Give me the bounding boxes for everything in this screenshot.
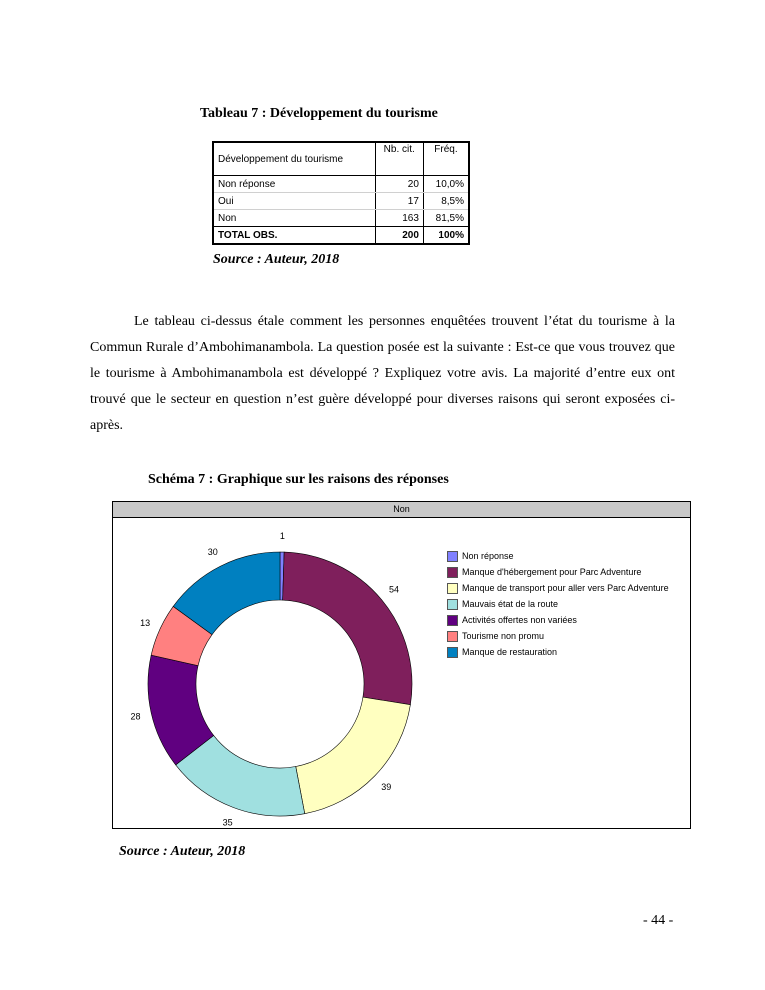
- body-paragraph: Le tableau ci-dessus étale comment les personnes enquêtées trouvent l’état du tourisme à la Commun Rurale d’Ambohimanambola. La question posée est la suivante : Est-ce que vous trouvez que le tourisme à Ambohimanambola est développé ? Expliquez votre avis. La majorité d’entre eux ont trouvé que le secteur en question n’est guère développé pour diverses raisons qui seront exposées ci-après.: [90, 314, 675, 433]
- table-cell: 17: [375, 193, 423, 210]
- table-total-row: [213, 227, 469, 245]
- slice-label: 28: [130, 711, 141, 722]
- legend-swatch: [447, 631, 458, 642]
- legend-item: [447, 580, 669, 596]
- table-cell: Non réponse: [213, 176, 375, 193]
- slice-label: 39: [381, 781, 392, 792]
- legend-swatch: [447, 551, 458, 562]
- donut-slice: [283, 552, 412, 705]
- legend-label: Mauvais état de la route: [462, 599, 559, 609]
- table-cell: TOTAL OBS.: [213, 227, 375, 245]
- table-cell: Oui: [213, 193, 375, 210]
- chart-legend: [447, 548, 669, 660]
- legend-swatch: [447, 615, 458, 626]
- table-cell: Non: [218, 212, 237, 224]
- slice-label: 54: [389, 584, 400, 595]
- legend-label: Tourisme non promu: [462, 631, 545, 641]
- chart-header: Non: [113, 502, 690, 518]
- legend-swatch: [447, 647, 458, 658]
- chart-title: Schéma 7 : Graphique sur les raisons des réponses: [148, 472, 449, 487]
- legend-label: Activités offertes non variées: [462, 615, 577, 625]
- table-cell: 163: [375, 210, 423, 227]
- table-row: [213, 210, 469, 227]
- table-source: Source : Auteur, 2018: [213, 252, 340, 267]
- legend-item: [447, 628, 669, 644]
- slice-label: 35: [222, 817, 233, 826]
- table-cell: 8,5%: [423, 193, 469, 210]
- legend-label: Non réponse: [462, 551, 514, 561]
- legend-label: Manque de restauration: [462, 647, 558, 657]
- table-row: [213, 193, 469, 210]
- page-number: - 44 -: [643, 913, 674, 928]
- legend-swatch: [447, 599, 458, 610]
- donut-chart: [113, 518, 443, 826]
- slice-label: 1: [279, 531, 285, 542]
- table-header-freq: Fréq.: [423, 142, 469, 176]
- chart-frame: [112, 501, 691, 829]
- table-cell: 20: [375, 176, 423, 193]
- table-cell: 81,5%: [423, 210, 469, 227]
- legend-label: Manque de transport pour aller vers Parc Adventure: [462, 583, 669, 593]
- legend-item: [447, 612, 669, 628]
- chart-source: Source : Auteur, 2018: [119, 844, 246, 859]
- legend-swatch: [447, 567, 458, 578]
- table-title: Tableau 7 : Développement du tourisme: [200, 106, 438, 121]
- table-cell: 10,0%: [423, 176, 469, 193]
- legend-item: [447, 596, 669, 612]
- table-cell: 200: [375, 227, 423, 245]
- table-cell: 100%: [423, 227, 469, 245]
- table-header-count: Nb. cit.: [375, 142, 423, 176]
- table-header-category: Développement du tourisme: [218, 153, 344, 165]
- slice-label: 13: [140, 618, 151, 629]
- data-table: [212, 141, 470, 245]
- legend-label: Manque d'hébergement pour Parc Adventure: [462, 567, 642, 577]
- legend-item: [447, 548, 669, 564]
- table-row: [213, 176, 469, 193]
- legend-swatch: [447, 583, 458, 594]
- legend-item: [447, 644, 669, 660]
- donut-slice: [296, 697, 411, 814]
- legend-item: [447, 564, 669, 580]
- slice-label: 30: [207, 547, 218, 558]
